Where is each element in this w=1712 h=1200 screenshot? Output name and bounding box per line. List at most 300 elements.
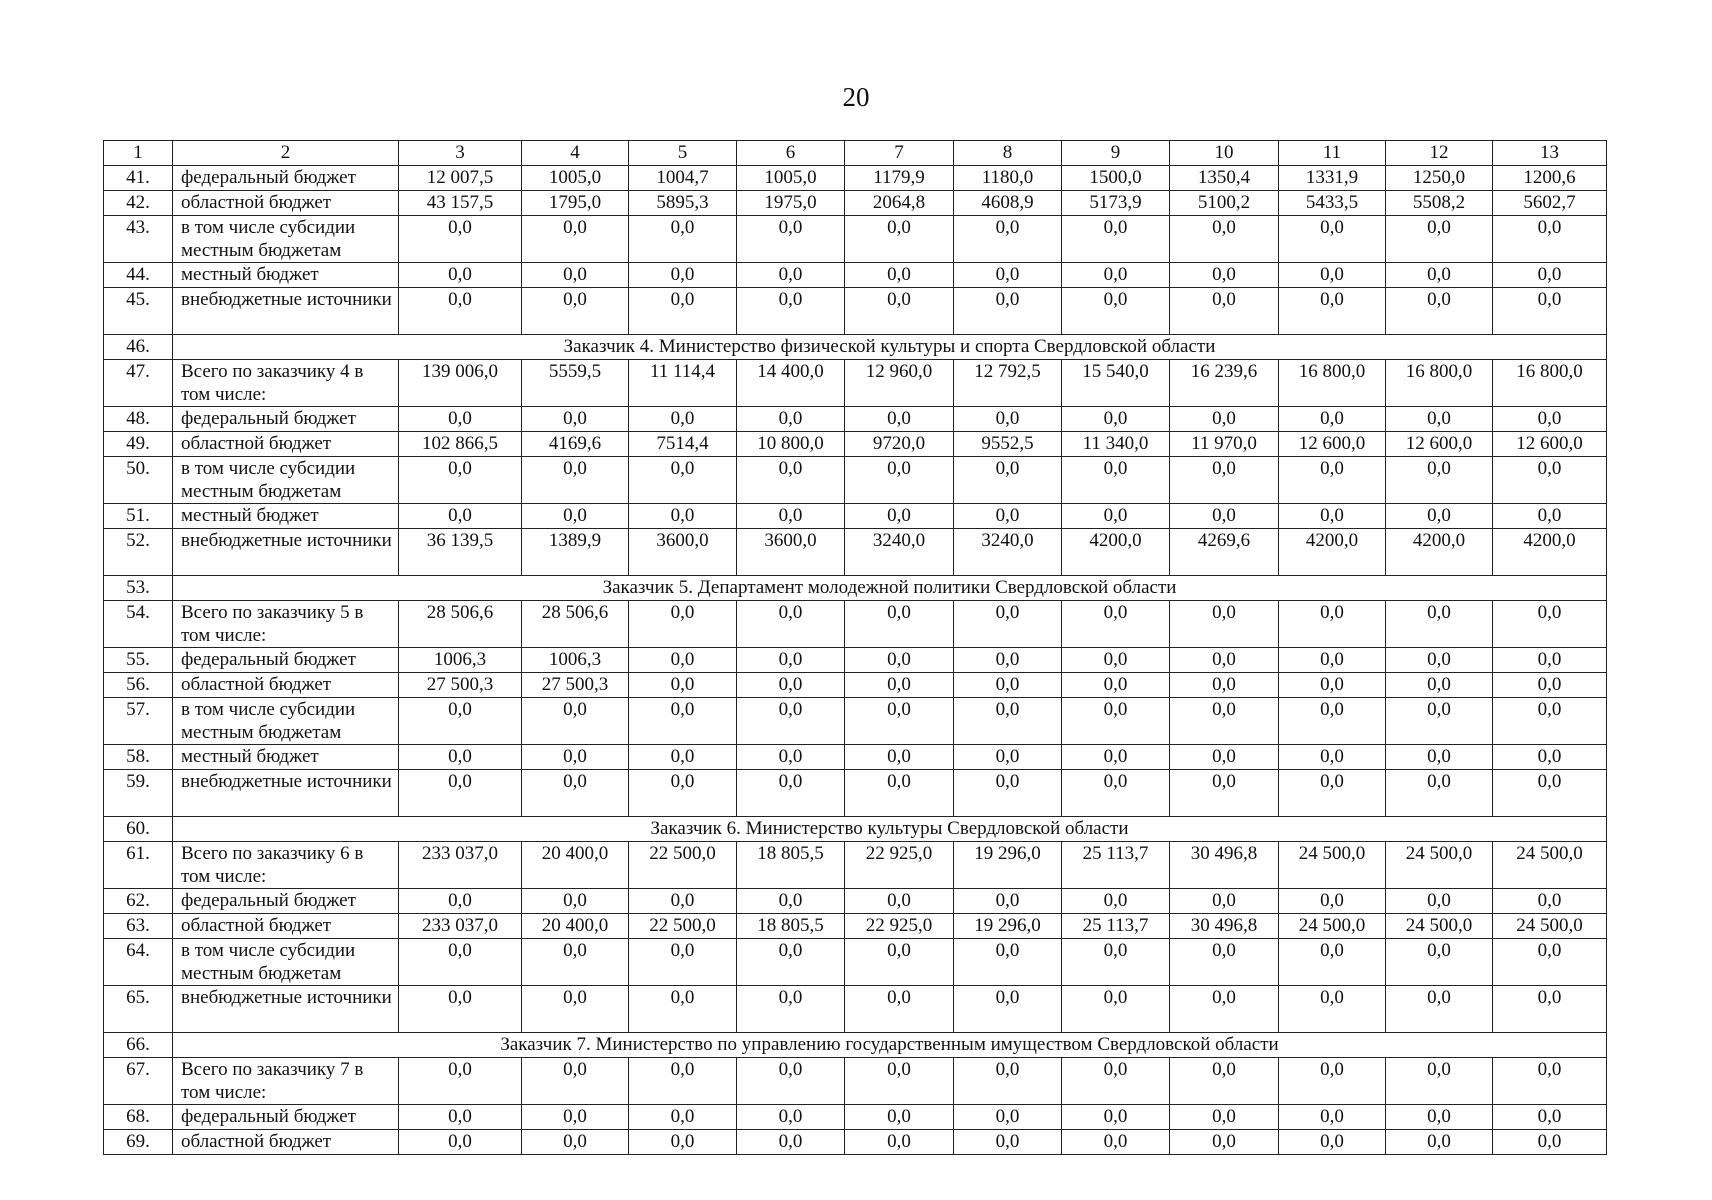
value-cell: 0,0 — [1279, 504, 1386, 529]
section-row — [104, 576, 1607, 601]
row-label: в том числе субсидии местным бюджетам — [173, 216, 399, 263]
value-cell: 0,0 — [845, 407, 954, 432]
value-cell: 5173,9 — [1062, 191, 1170, 216]
value-cell: 22 500,0 — [629, 842, 737, 889]
row-number: 69. — [104, 1130, 173, 1155]
value-cell: 4200,0 — [1062, 529, 1170, 576]
value-cell: 0,0 — [1170, 986, 1279, 1033]
value-cell: 0,0 — [1386, 770, 1493, 817]
row-label: внебюджетные источники — [173, 288, 399, 335]
value-cell: 0,0 — [1386, 504, 1493, 529]
value-cell: 0,0 — [1062, 939, 1170, 986]
value-cell: 0,0 — [1062, 745, 1170, 770]
column-number-cell: 7 — [845, 141, 954, 166]
value-cell: 0,0 — [845, 770, 954, 817]
value-cell: 20 400,0 — [522, 914, 629, 939]
column-number-cell: 9 — [1062, 141, 1170, 166]
value-cell: 9720,0 — [845, 432, 954, 457]
value-cell: 1250,0 — [1386, 166, 1493, 191]
row-number: 60. — [104, 817, 173, 842]
value-cell: 18 805,5 — [737, 842, 845, 889]
row-number: 47. — [104, 360, 173, 407]
value-cell: 0,0 — [737, 1130, 845, 1155]
value-cell: 0,0 — [399, 1130, 522, 1155]
value-cell: 28 506,6 — [522, 601, 629, 648]
value-cell: 0,0 — [1279, 939, 1386, 986]
value-cell: 0,0 — [522, 770, 629, 817]
row-label: Всего по заказчику 5 в том числе: — [173, 601, 399, 648]
value-cell: 0,0 — [1170, 216, 1279, 263]
value-cell: 0,0 — [399, 288, 522, 335]
row-label: федеральный бюджет — [173, 1105, 399, 1130]
row-number: 50. — [104, 457, 173, 504]
value-cell: 0,0 — [1493, 986, 1607, 1033]
value-cell: 0,0 — [399, 216, 522, 263]
value-cell: 0,0 — [522, 504, 629, 529]
table-row — [104, 986, 1607, 1033]
value-cell: 14 400,0 — [737, 360, 845, 407]
column-number-cell: 10 — [1170, 141, 1279, 166]
value-cell: 1200,6 — [1493, 166, 1607, 191]
row-label: в том числе субсидии местным бюджетам — [173, 698, 399, 745]
value-cell: 0,0 — [1170, 1105, 1279, 1130]
value-cell: 0,0 — [1062, 504, 1170, 529]
value-cell: 1350,4 — [1170, 166, 1279, 191]
row-number: 59. — [104, 770, 173, 817]
row-number: 44. — [104, 263, 173, 288]
value-cell: 3600,0 — [629, 529, 737, 576]
value-cell: 0,0 — [399, 1105, 522, 1130]
value-cell: 4200,0 — [1493, 529, 1607, 576]
value-cell: 0,0 — [629, 698, 737, 745]
value-cell: 0,0 — [1062, 407, 1170, 432]
value-cell: 0,0 — [399, 939, 522, 986]
value-cell: 22 925,0 — [845, 914, 954, 939]
value-cell: 10 800,0 — [737, 432, 845, 457]
value-cell: 0,0 — [845, 1130, 954, 1155]
value-cell: 0,0 — [1279, 457, 1386, 504]
value-cell: 0,0 — [629, 1130, 737, 1155]
value-cell: 12 600,0 — [1386, 432, 1493, 457]
value-cell: 27 500,3 — [522, 673, 629, 698]
value-cell: 3240,0 — [954, 529, 1062, 576]
row-number: 66. — [104, 1033, 173, 1058]
column-number-cell: 13 — [1493, 141, 1607, 166]
value-cell: 0,0 — [737, 1058, 845, 1105]
value-cell: 0,0 — [1493, 673, 1607, 698]
value-cell: 0,0 — [1170, 288, 1279, 335]
value-cell: 0,0 — [1279, 1130, 1386, 1155]
value-cell: 1004,7 — [629, 166, 737, 191]
value-cell: 0,0 — [737, 698, 845, 745]
value-cell: 0,0 — [1279, 770, 1386, 817]
value-cell: 0,0 — [1170, 504, 1279, 529]
value-cell: 0,0 — [1386, 648, 1493, 673]
row-label: федеральный бюджет — [173, 166, 399, 191]
value-cell: 0,0 — [522, 1105, 629, 1130]
value-cell: 1975,0 — [737, 191, 845, 216]
table-row — [104, 1130, 1607, 1155]
value-cell: 19 296,0 — [954, 842, 1062, 889]
value-cell: 0,0 — [1493, 288, 1607, 335]
value-cell: 0,0 — [629, 288, 737, 335]
value-cell: 0,0 — [1062, 601, 1170, 648]
value-cell: 0,0 — [1493, 745, 1607, 770]
table-row — [104, 698, 1607, 745]
value-cell: 0,0 — [1386, 986, 1493, 1033]
value-cell: 0,0 — [954, 648, 1062, 673]
row-number: 58. — [104, 745, 173, 770]
value-cell: 0,0 — [629, 673, 737, 698]
row-number: 52. — [104, 529, 173, 576]
row-label: федеральный бюджет — [173, 407, 399, 432]
value-cell: 5433,5 — [1279, 191, 1386, 216]
value-cell: 0,0 — [1493, 770, 1607, 817]
value-cell: 0,0 — [954, 407, 1062, 432]
value-cell: 0,0 — [1062, 770, 1170, 817]
value-cell: 0,0 — [1170, 263, 1279, 288]
table-row — [104, 407, 1607, 432]
column-number-cell: 2 — [173, 141, 399, 166]
value-cell: 12 600,0 — [1493, 432, 1607, 457]
value-cell: 233 037,0 — [399, 914, 522, 939]
value-cell: 0,0 — [629, 648, 737, 673]
value-cell: 0,0 — [845, 745, 954, 770]
value-cell: 0,0 — [1386, 698, 1493, 745]
row-number: 53. — [104, 576, 173, 601]
value-cell: 2064,8 — [845, 191, 954, 216]
column-number-cell: 8 — [954, 141, 1062, 166]
value-cell: 1006,3 — [399, 648, 522, 673]
value-cell: 0,0 — [1493, 504, 1607, 529]
value-cell: 0,0 — [629, 770, 737, 817]
value-cell: 24 500,0 — [1493, 914, 1607, 939]
table-row — [104, 504, 1607, 529]
row-label: внебюджетные источники — [173, 986, 399, 1033]
value-cell: 0,0 — [1386, 939, 1493, 986]
table-row — [104, 745, 1607, 770]
row-number: 55. — [104, 648, 173, 673]
table-body — [104, 141, 1607, 1155]
value-cell: 0,0 — [1279, 673, 1386, 698]
value-cell: 5508,2 — [1386, 191, 1493, 216]
value-cell: 0,0 — [399, 889, 522, 914]
value-cell: 0,0 — [1386, 745, 1493, 770]
value-cell: 0,0 — [629, 601, 737, 648]
value-cell: 11 970,0 — [1170, 432, 1279, 457]
value-cell: 0,0 — [1386, 263, 1493, 288]
value-cell: 0,0 — [522, 939, 629, 986]
value-cell: 0,0 — [522, 889, 629, 914]
value-cell: 0,0 — [845, 263, 954, 288]
value-cell: 0,0 — [1170, 648, 1279, 673]
row-number: 56. — [104, 673, 173, 698]
section-row — [104, 817, 1607, 842]
value-cell: 0,0 — [1170, 889, 1279, 914]
value-cell: 0,0 — [845, 504, 954, 529]
value-cell: 24 500,0 — [1493, 842, 1607, 889]
value-cell: 19 296,0 — [954, 914, 1062, 939]
value-cell: 0,0 — [399, 770, 522, 817]
value-cell: 102 866,5 — [399, 432, 522, 457]
value-cell: 1331,9 — [1279, 166, 1386, 191]
value-cell: 0,0 — [1062, 1058, 1170, 1105]
value-cell: 1005,0 — [522, 166, 629, 191]
table-row — [104, 191, 1607, 216]
value-cell: 0,0 — [629, 263, 737, 288]
value-cell: 30 496,8 — [1170, 842, 1279, 889]
value-cell: 11 114,4 — [629, 360, 737, 407]
value-cell: 233 037,0 — [399, 842, 522, 889]
row-label: Всего по заказчику 6 в том числе: — [173, 842, 399, 889]
value-cell: 12 007,5 — [399, 166, 522, 191]
value-cell: 0,0 — [1386, 1058, 1493, 1105]
column-number-cell: 3 — [399, 141, 522, 166]
value-cell: 0,0 — [1386, 1130, 1493, 1155]
section-title: Заказчик 6. Министерство культуры Свердловской области — [173, 817, 1607, 842]
value-cell: 1180,0 — [954, 166, 1062, 191]
value-cell: 3240,0 — [845, 529, 954, 576]
value-cell: 36 139,5 — [399, 529, 522, 576]
value-cell: 0,0 — [845, 648, 954, 673]
value-cell: 1005,0 — [737, 166, 845, 191]
value-cell: 28 506,6 — [399, 601, 522, 648]
value-cell: 0,0 — [629, 1058, 737, 1105]
column-number-cell: 11 — [1279, 141, 1386, 166]
value-cell: 0,0 — [1493, 889, 1607, 914]
value-cell: 0,0 — [737, 457, 845, 504]
table-row — [104, 842, 1607, 889]
value-cell: 0,0 — [954, 288, 1062, 335]
value-cell: 0,0 — [1493, 216, 1607, 263]
value-cell: 0,0 — [399, 407, 522, 432]
row-number: 57. — [104, 698, 173, 745]
value-cell: 4169,6 — [522, 432, 629, 457]
value-cell: 0,0 — [954, 673, 1062, 698]
value-cell: 0,0 — [1279, 698, 1386, 745]
value-cell: 0,0 — [522, 1130, 629, 1155]
value-cell: 0,0 — [1062, 889, 1170, 914]
row-label: областной бюджет — [173, 432, 399, 457]
value-cell: 0,0 — [845, 288, 954, 335]
value-cell: 0,0 — [737, 288, 845, 335]
row-number: 46. — [104, 335, 173, 360]
table-row — [104, 457, 1607, 504]
value-cell: 0,0 — [737, 770, 845, 817]
section-title: Заказчик 7. Министерство по управлению государственным имуществом Свердловской области — [173, 1033, 1607, 1058]
column-number-cell: 4 — [522, 141, 629, 166]
value-cell: 4200,0 — [1279, 529, 1386, 576]
value-cell: 0,0 — [629, 504, 737, 529]
row-number: 63. — [104, 914, 173, 939]
row-number: 51. — [104, 504, 173, 529]
value-cell: 0,0 — [737, 216, 845, 263]
value-cell: 9552,5 — [954, 432, 1062, 457]
value-cell: 5559,5 — [522, 360, 629, 407]
value-cell: 0,0 — [1386, 1105, 1493, 1130]
row-number: 62. — [104, 889, 173, 914]
row-label: федеральный бюджет — [173, 889, 399, 914]
value-cell: 1006,3 — [522, 648, 629, 673]
value-cell: 0,0 — [1170, 939, 1279, 986]
value-cell: 0,0 — [737, 648, 845, 673]
table-row — [104, 1105, 1607, 1130]
value-cell: 0,0 — [522, 407, 629, 432]
value-cell: 0,0 — [1493, 1130, 1607, 1155]
section-row — [104, 335, 1607, 360]
row-number: 65. — [104, 986, 173, 1033]
table-row — [104, 432, 1607, 457]
value-cell: 1795,0 — [522, 191, 629, 216]
value-cell: 0,0 — [1170, 1058, 1279, 1105]
value-cell: 0,0 — [845, 216, 954, 263]
value-cell: 0,0 — [845, 1058, 954, 1105]
table-row — [104, 601, 1607, 648]
value-cell: 18 805,5 — [737, 914, 845, 939]
row-label: внебюджетные источники — [173, 770, 399, 817]
value-cell: 0,0 — [737, 939, 845, 986]
section-row — [104, 1033, 1607, 1058]
value-cell: 4608,9 — [954, 191, 1062, 216]
value-cell: 0,0 — [845, 939, 954, 986]
value-cell: 0,0 — [1279, 1105, 1386, 1130]
value-cell: 0,0 — [399, 1058, 522, 1105]
value-cell: 3600,0 — [737, 529, 845, 576]
value-cell: 0,0 — [737, 601, 845, 648]
value-cell: 0,0 — [1493, 939, 1607, 986]
value-cell: 27 500,3 — [399, 673, 522, 698]
value-cell: 0,0 — [1493, 601, 1607, 648]
value-cell: 0,0 — [954, 1130, 1062, 1155]
value-cell: 0,0 — [1062, 673, 1170, 698]
value-cell: 43 157,5 — [399, 191, 522, 216]
row-label: областной бюджет — [173, 1130, 399, 1155]
row-label: Всего по заказчику 4 в том числе: — [173, 360, 399, 407]
value-cell: 0,0 — [1386, 288, 1493, 335]
value-cell: 5100,2 — [1170, 191, 1279, 216]
page-number: 20 — [842, 82, 870, 112]
value-cell: 0,0 — [954, 745, 1062, 770]
table-row — [104, 889, 1607, 914]
value-cell: 0,0 — [629, 939, 737, 986]
column-number-row — [104, 141, 1607, 166]
table-row — [104, 360, 1607, 407]
value-cell: 0,0 — [1493, 698, 1607, 745]
value-cell: 11 340,0 — [1062, 432, 1170, 457]
value-cell: 0,0 — [1279, 648, 1386, 673]
value-cell: 0,0 — [1386, 216, 1493, 263]
value-cell: 16 239,6 — [1170, 360, 1279, 407]
value-cell: 0,0 — [954, 601, 1062, 648]
value-cell: 0,0 — [1062, 288, 1170, 335]
value-cell: 16 800,0 — [1279, 360, 1386, 407]
value-cell: 4200,0 — [1386, 529, 1493, 576]
row-label: в том числе субсидии местным бюджетам — [173, 457, 399, 504]
table-row — [104, 166, 1607, 191]
value-cell: 0,0 — [954, 1058, 1062, 1105]
value-cell: 0,0 — [1279, 889, 1386, 914]
value-cell: 0,0 — [1170, 698, 1279, 745]
table-row — [104, 648, 1607, 673]
table-row — [104, 1058, 1607, 1105]
value-cell: 30 496,8 — [1170, 914, 1279, 939]
table-row — [104, 288, 1607, 335]
value-cell: 20 400,0 — [522, 842, 629, 889]
value-cell: 7514,4 — [629, 432, 737, 457]
value-cell: 0,0 — [1170, 673, 1279, 698]
value-cell: 0,0 — [1279, 745, 1386, 770]
row-number: 48. — [104, 407, 173, 432]
value-cell: 0,0 — [845, 457, 954, 504]
value-cell: 0,0 — [522, 288, 629, 335]
value-cell: 12 600,0 — [1279, 432, 1386, 457]
row-number: 45. — [104, 288, 173, 335]
value-cell: 0,0 — [954, 504, 1062, 529]
value-cell: 0,0 — [737, 673, 845, 698]
value-cell: 0,0 — [1279, 288, 1386, 335]
value-cell: 0,0 — [1170, 770, 1279, 817]
value-cell: 12 792,5 — [954, 360, 1062, 407]
value-cell: 15 540,0 — [1062, 360, 1170, 407]
row-label: местный бюджет — [173, 745, 399, 770]
value-cell: 0,0 — [522, 986, 629, 1033]
column-number-cell: 5 — [629, 141, 737, 166]
value-cell: 0,0 — [737, 745, 845, 770]
value-cell: 0,0 — [399, 745, 522, 770]
row-number: 68. — [104, 1105, 173, 1130]
value-cell: 0,0 — [1386, 673, 1493, 698]
table-row — [104, 263, 1607, 288]
value-cell: 0,0 — [399, 263, 522, 288]
value-cell: 0,0 — [1170, 601, 1279, 648]
value-cell: 0,0 — [1062, 698, 1170, 745]
value-cell: 16 800,0 — [1386, 360, 1493, 407]
value-cell: 0,0 — [1279, 216, 1386, 263]
row-number: 64. — [104, 939, 173, 986]
value-cell: 0,0 — [737, 407, 845, 432]
column-number-cell: 6 — [737, 141, 845, 166]
value-cell: 0,0 — [629, 457, 737, 504]
column-number-cell: 12 — [1386, 141, 1493, 166]
value-cell: 0,0 — [522, 263, 629, 288]
value-cell: 0,0 — [1386, 889, 1493, 914]
value-cell: 0,0 — [1170, 457, 1279, 504]
value-cell: 0,0 — [1493, 1105, 1607, 1130]
row-number: 41. — [104, 166, 173, 191]
value-cell: 24 500,0 — [1386, 842, 1493, 889]
row-label: федеральный бюджет — [173, 648, 399, 673]
value-cell: 0,0 — [1279, 986, 1386, 1033]
row-number: 67. — [104, 1058, 173, 1105]
value-cell: 24 500,0 — [1386, 914, 1493, 939]
value-cell: 0,0 — [1279, 601, 1386, 648]
value-cell: 0,0 — [629, 889, 737, 914]
value-cell: 0,0 — [1062, 457, 1170, 504]
value-cell: 0,0 — [629, 407, 737, 432]
value-cell: 0,0 — [522, 216, 629, 263]
row-number: 61. — [104, 842, 173, 889]
value-cell: 139 006,0 — [399, 360, 522, 407]
value-cell: 0,0 — [629, 745, 737, 770]
row-label: внебюджетные источники — [173, 529, 399, 576]
value-cell: 0,0 — [954, 939, 1062, 986]
value-cell: 0,0 — [1493, 457, 1607, 504]
table-row — [104, 770, 1607, 817]
value-cell: 5895,3 — [629, 191, 737, 216]
value-cell: 0,0 — [737, 504, 845, 529]
value-cell: 0,0 — [1062, 648, 1170, 673]
value-cell: 1179,9 — [845, 166, 954, 191]
